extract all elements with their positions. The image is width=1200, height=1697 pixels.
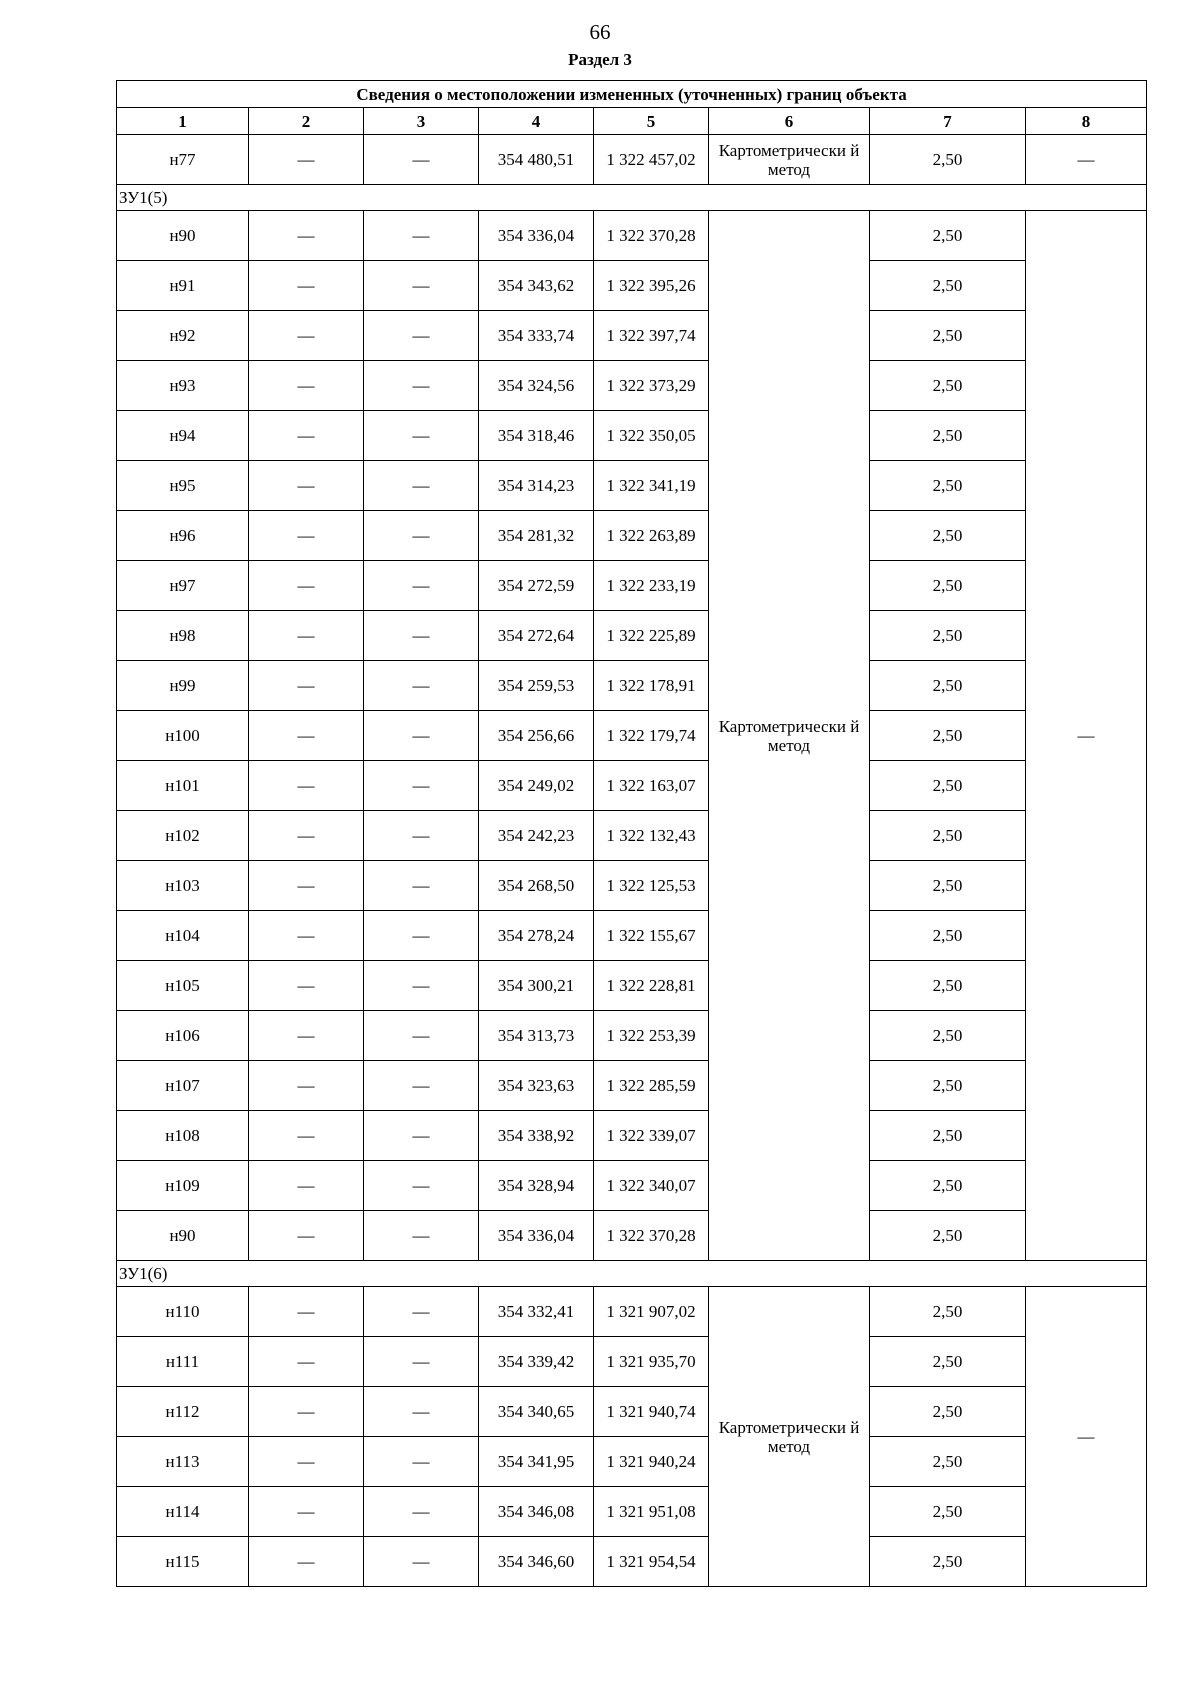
column-number: 6 [709, 108, 870, 135]
new-y-cell: 1 322 132,43 [594, 811, 709, 861]
table-row [117, 611, 1147, 661]
new-x-cell: 354 242,23 [479, 811, 594, 861]
new-y-cell: 1 321 954,54 [594, 1537, 709, 1587]
precision-cell: 2,50 [870, 1487, 1026, 1537]
precision-cell: 2,50 [870, 1437, 1026, 1487]
point-name-cell: н90 [117, 211, 249, 261]
new-x-cell: 354 268,50 [479, 861, 594, 911]
boundary-coordinates-table [116, 80, 1147, 1587]
precision-cell: 2,50 [870, 761, 1026, 811]
precision-cell: 2,50 [870, 311, 1026, 361]
new-y-cell: 1 322 285,59 [594, 1061, 709, 1111]
table-row [117, 135, 1147, 185]
column-number: 3 [364, 108, 479, 135]
point-name-cell: н90 [117, 1211, 249, 1261]
point-name-cell: н104 [117, 911, 249, 961]
new-y-cell: 1 322 179,74 [594, 711, 709, 761]
old-y-cell: — [364, 711, 479, 761]
new-x-cell: 354 333,74 [479, 311, 594, 361]
old-x-cell: — [249, 311, 364, 361]
table-row [117, 661, 1147, 711]
new-y-cell: 1 322 163,07 [594, 761, 709, 811]
new-y-cell: 1 322 228,81 [594, 961, 709, 1011]
old-y-cell: — [364, 611, 479, 661]
old-x-cell: — [249, 211, 364, 261]
old-y-cell: — [364, 961, 479, 1011]
new-x-cell: 354 324,56 [479, 361, 594, 411]
old-y-cell: — [364, 311, 479, 361]
point-name-cell: н114 [117, 1487, 249, 1537]
old-y-cell: — [364, 911, 479, 961]
old-y-cell: — [364, 1437, 479, 1487]
old-x-cell: — [249, 1111, 364, 1161]
table-row [117, 411, 1147, 461]
new-y-cell: 1 322 339,07 [594, 1111, 709, 1161]
table-caption: Сведения о местоположении измененных (уточненных) границ объекта [117, 81, 1147, 108]
point-name-cell: н92 [117, 311, 249, 361]
old-x-cell: — [249, 361, 364, 411]
point-name-cell: н93 [117, 361, 249, 411]
old-y-cell: — [364, 1487, 479, 1537]
old-y-cell: — [364, 1161, 479, 1211]
table-row [117, 1337, 1147, 1387]
precision-cell: 2,50 [870, 811, 1026, 861]
table-caption-row [117, 81, 1147, 108]
old-x-cell: — [249, 1161, 364, 1211]
new-x-cell: 354 281,32 [479, 511, 594, 561]
point-name-cell: н106 [117, 1011, 249, 1061]
precision-cell: 2,50 [870, 511, 1026, 561]
new-x-cell: 354 343,62 [479, 261, 594, 311]
new-x-cell: 354 340,65 [479, 1387, 594, 1437]
table-row [117, 1061, 1147, 1111]
point-name-cell: н97 [117, 561, 249, 611]
description-cell: — [1026, 1287, 1147, 1587]
precision-cell: 2,50 [870, 561, 1026, 611]
point-name-cell: н108 [117, 1111, 249, 1161]
new-y-cell: 1 321 935,70 [594, 1337, 709, 1387]
point-name-cell: н99 [117, 661, 249, 711]
precision-cell: 2,50 [870, 461, 1026, 511]
new-x-cell: 354 259,53 [479, 661, 594, 711]
old-x-cell: — [249, 1337, 364, 1387]
new-y-cell: 1 322 340,07 [594, 1161, 709, 1211]
new-x-cell: 354 323,63 [479, 1061, 594, 1111]
method-cell: Картометрически й метод [709, 135, 870, 185]
new-x-cell: 354 278,24 [479, 911, 594, 961]
old-y-cell: — [364, 211, 479, 261]
old-x-cell: — [249, 1437, 364, 1487]
table-row [117, 1111, 1147, 1161]
description-cell: — [1026, 211, 1147, 1261]
point-name-cell: н103 [117, 861, 249, 911]
precision-cell: 2,50 [870, 1387, 1026, 1437]
old-y-cell: — [364, 761, 479, 811]
old-x-cell: — [249, 1061, 364, 1111]
table-row [117, 1161, 1147, 1211]
new-x-cell: 354 314,23 [479, 461, 594, 511]
new-x-cell: 354 272,64 [479, 611, 594, 661]
precision-cell: 2,50 [870, 1111, 1026, 1161]
old-x-cell: — [249, 135, 364, 185]
old-y-cell: — [364, 1011, 479, 1061]
point-name-cell: н112 [117, 1387, 249, 1437]
point-name-cell: н115 [117, 1537, 249, 1587]
precision-cell: 2,50 [870, 961, 1026, 1011]
new-x-cell: 354 338,92 [479, 1111, 594, 1161]
column-number: 5 [594, 108, 709, 135]
table-row [117, 361, 1147, 411]
new-y-cell: 1 322 370,28 [594, 1211, 709, 1261]
point-name-cell: н107 [117, 1061, 249, 1111]
group-header-row [117, 1261, 1147, 1287]
precision-cell: 2,50 [870, 911, 1026, 961]
table-row [117, 1437, 1147, 1487]
old-x-cell: — [249, 711, 364, 761]
old-y-cell: — [364, 261, 479, 311]
table-row [117, 311, 1147, 361]
new-y-cell: 1 322 373,29 [594, 361, 709, 411]
table-row [117, 261, 1147, 311]
table-row [117, 861, 1147, 911]
new-y-cell: 1 322 341,19 [594, 461, 709, 511]
new-x-cell: 354 339,42 [479, 1337, 594, 1387]
group-label: ЗУ1(5) [117, 185, 1147, 211]
point-name-cell: н100 [117, 711, 249, 761]
old-x-cell: — [249, 961, 364, 1011]
new-x-cell: 354 300,21 [479, 961, 594, 1011]
page-number: 66 [589, 20, 611, 44]
precision-cell: 2,50 [870, 861, 1026, 911]
precision-cell: 2,50 [870, 211, 1026, 261]
new-y-cell: 1 322 125,53 [594, 861, 709, 911]
new-y-cell: 1 322 225,89 [594, 611, 709, 661]
old-y-cell: — [364, 511, 479, 561]
old-x-cell: — [249, 911, 364, 961]
precision-cell: 2,50 [870, 1537, 1026, 1587]
new-y-cell: 1 322 395,26 [594, 261, 709, 311]
new-x-cell: 354 249,02 [479, 761, 594, 811]
table-row [117, 211, 1147, 261]
column-number: 8 [1026, 108, 1147, 135]
precision-cell: 2,50 [870, 135, 1026, 185]
column-number: 2 [249, 108, 364, 135]
precision-cell: 2,50 [870, 1287, 1026, 1337]
point-name-cell: н98 [117, 611, 249, 661]
precision-cell: 2,50 [870, 411, 1026, 461]
new-y-cell: 1 321 907,02 [594, 1287, 709, 1337]
table-row [117, 1287, 1147, 1337]
point-name-cell: н96 [117, 511, 249, 561]
point-name-cell: н77 [117, 135, 249, 185]
point-name-cell: н113 [117, 1437, 249, 1487]
new-y-cell: 1 321 940,74 [594, 1387, 709, 1437]
new-x-cell: 354 328,94 [479, 1161, 594, 1211]
precision-cell: 2,50 [870, 1161, 1026, 1211]
table-row [117, 1487, 1147, 1537]
method-cell: Картометрически й метод [709, 1287, 870, 1587]
old-y-cell: — [364, 411, 479, 461]
group-label: ЗУ1(6) [117, 1261, 1147, 1287]
precision-cell: 2,50 [870, 661, 1026, 711]
new-x-cell: 354 341,95 [479, 1437, 594, 1487]
table-row [117, 1537, 1147, 1587]
new-x-cell: 354 256,66 [479, 711, 594, 761]
old-y-cell: — [364, 1387, 479, 1437]
old-x-cell: — [249, 861, 364, 911]
old-x-cell: — [249, 561, 364, 611]
table-row [117, 511, 1147, 561]
table-row [117, 961, 1147, 1011]
point-name-cell: н111 [117, 1337, 249, 1387]
old-x-cell: — [249, 461, 364, 511]
point-name-cell: н110 [117, 1287, 249, 1337]
old-y-cell: — [364, 1211, 479, 1261]
new-x-cell: 354 480,51 [479, 135, 594, 185]
new-x-cell: 354 336,04 [479, 1211, 594, 1261]
old-y-cell: — [364, 461, 479, 511]
new-x-cell: 354 272,59 [479, 561, 594, 611]
new-y-cell: 1 322 370,28 [594, 211, 709, 261]
new-x-cell: 354 336,04 [479, 211, 594, 261]
old-y-cell: — [364, 1111, 479, 1161]
precision-cell: 2,50 [870, 1011, 1026, 1061]
new-y-cell: 1 322 253,39 [594, 1011, 709, 1061]
new-y-cell: 1 322 155,67 [594, 911, 709, 961]
old-y-cell: — [364, 1537, 479, 1587]
table-row [117, 811, 1147, 861]
old-x-cell: — [249, 1537, 364, 1587]
column-number: 7 [870, 108, 1026, 135]
table-row [117, 711, 1147, 761]
new-y-cell: 1 321 951,08 [594, 1487, 709, 1537]
new-y-cell: 1 322 233,19 [594, 561, 709, 611]
old-x-cell: — [249, 761, 364, 811]
old-x-cell: — [249, 261, 364, 311]
old-x-cell: — [249, 1287, 364, 1337]
table-row [117, 1387, 1147, 1437]
new-y-cell: 1 322 397,74 [594, 311, 709, 361]
old-x-cell: — [249, 611, 364, 661]
table-body [117, 81, 1147, 1587]
old-y-cell: — [364, 1287, 479, 1337]
column-number-row [117, 108, 1147, 135]
point-name-cell: н101 [117, 761, 249, 811]
old-x-cell: — [249, 811, 364, 861]
point-name-cell: н102 [117, 811, 249, 861]
group-header-row [117, 185, 1147, 211]
new-x-cell: 354 318,46 [479, 411, 594, 461]
old-x-cell: — [249, 511, 364, 561]
old-y-cell: — [364, 361, 479, 411]
old-y-cell: — [364, 135, 479, 185]
column-number: 4 [479, 108, 594, 135]
table-row [117, 561, 1147, 611]
old-y-cell: — [364, 1061, 479, 1111]
old-x-cell: — [249, 1011, 364, 1061]
old-y-cell: — [364, 1337, 479, 1387]
description-cell: — [1026, 135, 1147, 185]
new-x-cell: 354 346,60 [479, 1537, 594, 1587]
point-name-cell: н105 [117, 961, 249, 1011]
new-y-cell: 1 322 178,91 [594, 661, 709, 711]
section-title: Раздел 3 [568, 50, 632, 69]
precision-cell: 2,50 [870, 361, 1026, 411]
new-x-cell: 354 346,08 [479, 1487, 594, 1537]
table-row [117, 1011, 1147, 1061]
new-x-cell: 354 332,41 [479, 1287, 594, 1337]
old-y-cell: — [364, 811, 479, 861]
precision-cell: 2,50 [870, 711, 1026, 761]
precision-cell: 2,50 [870, 261, 1026, 311]
old-x-cell: — [249, 1387, 364, 1437]
point-name-cell: н95 [117, 461, 249, 511]
old-x-cell: — [249, 661, 364, 711]
point-name-cell: н91 [117, 261, 249, 311]
old-y-cell: — [364, 561, 479, 611]
point-name-cell: н94 [117, 411, 249, 461]
precision-cell: 2,50 [870, 1211, 1026, 1261]
table-row [117, 911, 1147, 961]
new-y-cell: 1 321 940,24 [594, 1437, 709, 1487]
precision-cell: 2,50 [870, 1337, 1026, 1387]
new-y-cell: 1 322 263,89 [594, 511, 709, 561]
table-row [117, 1211, 1147, 1261]
new-x-cell: 354 313,73 [479, 1011, 594, 1061]
new-y-cell: 1 322 350,05 [594, 411, 709, 461]
column-number: 1 [117, 108, 249, 135]
method-cell: Картометрически й метод [709, 211, 870, 1261]
old-x-cell: — [249, 1211, 364, 1261]
table-row [117, 461, 1147, 511]
table-row [117, 761, 1147, 811]
old-y-cell: — [364, 861, 479, 911]
old-x-cell: — [249, 1487, 364, 1537]
point-name-cell: н109 [117, 1161, 249, 1211]
precision-cell: 2,50 [870, 611, 1026, 661]
old-x-cell: — [249, 411, 364, 461]
old-y-cell: — [364, 661, 479, 711]
new-y-cell: 1 322 457,02 [594, 135, 709, 185]
precision-cell: 2,50 [870, 1061, 1026, 1111]
